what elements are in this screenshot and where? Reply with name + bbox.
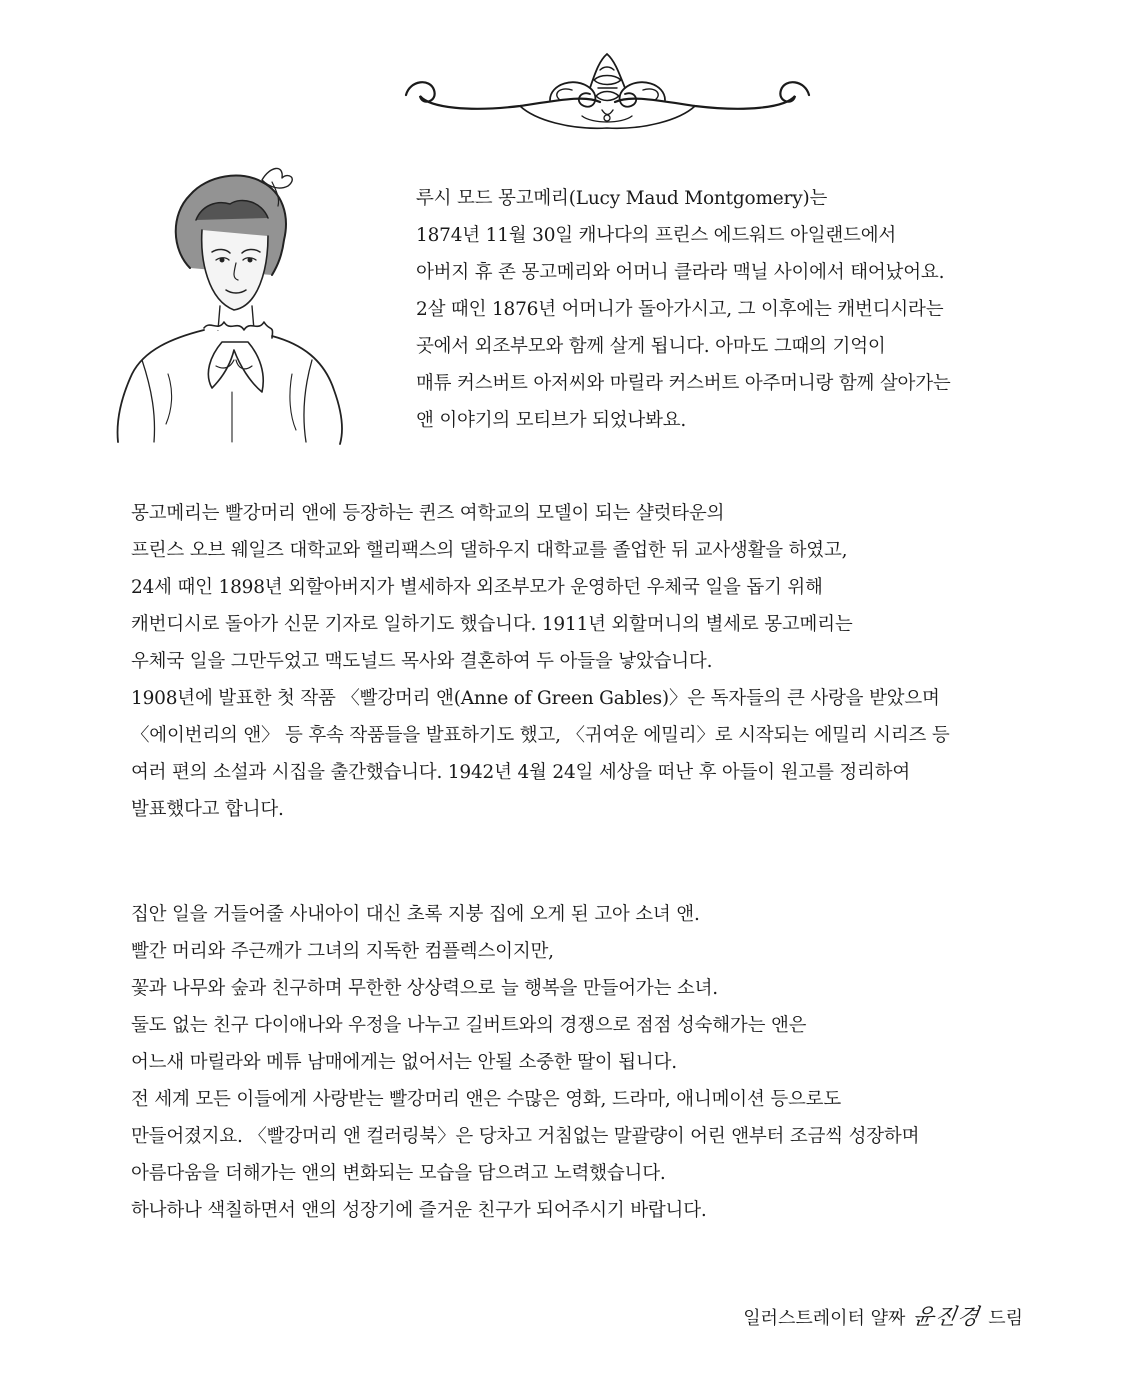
- biography-paragraph: [131, 495, 1031, 828]
- story-line: 집안 일을 거들어줄 사내아이 대신 초록 지붕 집에 오게 된 고아 소녀 앤.: [131, 904, 700, 925]
- signature-name: 윤진경: [911, 1305, 982, 1330]
- biography-line: 1908년에 발표한 첫 작품 〈빨강머리 앤(Anne of Green Gables)〉은 독자들의 큰 사랑을 받았으며: [131, 688, 940, 709]
- biography-line: 〈에이번리의 앤〉 등 후속 작품들을 발표하기도 했고, 〈귀여운 에밀리〉로 시작되는 에밀리 시리즈 등: [131, 725, 950, 746]
- signature: [743, 1300, 1023, 1331]
- portrait-illustration: [112, 160, 348, 445]
- story-line: 아름다움을 더해가는 앤의 변화되는 모습을 담으려고 노력했습니다.: [131, 1163, 666, 1184]
- biography-line: 24세 때인 1898년 외할아버지가 별세하자 외조부모가 운영하던 우체국 일을 돕기 위해: [131, 577, 823, 598]
- story-line: 빨간 머리와 주근깨가 그녀의 지독한 컴플렉스이지만,: [131, 941, 554, 962]
- intro-line: 2살 때인 1876년 어머니가 돌아가시고, 그 이후에는 캐번디시라는: [416, 299, 944, 320]
- biography-line: 몽고메리는 빨강머리 앤에 등장하는 퀸즈 여학교의 모델이 되는 샬럿타운의: [131, 503, 725, 524]
- intro-line: 루시 모드 몽고메리(Lucy Maud Montgomery)는: [416, 188, 828, 209]
- story-paragraph: [131, 896, 1031, 1229]
- intro-line: 아버지 휴 존 몽고메리와 어머니 클라라 맥닐 사이에서 태어났어요.: [416, 262, 945, 283]
- story-line: 만들어졌지요. 〈빨강머리 앤 컬러링북〉은 당차고 거침없는 말괄량이 어린 앤부터 조금씩 성장하며: [131, 1126, 920, 1147]
- story-line: 전 세계 모든 이들에게 사랑받는 빨강머리 앤은 수많은 영화, 드라마, 애니메이션 등으로도: [131, 1089, 842, 1110]
- story-line: 꽃과 나무와 숲과 친구하며 무한한 상상력으로 늘 행복을 만들어가는 소녀.: [131, 978, 718, 999]
- intro-line: 곳에서 외조부모와 함께 살게 됩니다. 아마도 그때의 기억이: [416, 336, 886, 357]
- signature-suffix: 드림: [988, 1308, 1023, 1329]
- intro-paragraph: [416, 180, 1036, 439]
- biography-line: 프린스 오브 웨일즈 대학교와 핼리팩스의 댈하우지 대학교를 졸업한 뒤 교사생활을 하였고,: [131, 540, 848, 561]
- signature-prefix: 일러스트레이터 얄짜: [743, 1308, 906, 1329]
- intro-line: 앤 이야기의 모티브가 되었나봐요.: [416, 410, 687, 431]
- intro-line: 매튜 커스버트 아저씨와 마릴라 커스버트 아주머니랑 함께 살아가는: [416, 373, 951, 394]
- biography-line: 캐번디시로 돌아가 신문 기자로 일하기도 했습니다. 1911년 외할머니의 별세로 몽고메리는: [131, 614, 853, 635]
- story-line: 어느새 마릴라와 메튜 남매에게는 없어서는 안될 소중한 딸이 됩니다.: [131, 1052, 677, 1073]
- biography-line: 발표했다고 합니다.: [131, 799, 284, 820]
- biography-line: 여러 편의 소설과 시집을 출간했습니다. 1942년 4월 24일 세상을 떠난 후 아들이 원고를 정리하여: [131, 762, 911, 783]
- decorative-flourish: [400, 40, 815, 132]
- biography-line: 우체국 일을 그만두었고 맥도널드 목사와 결혼하여 두 아들을 낳았습니다.: [131, 651, 713, 672]
- intro-line: 1874년 11월 30일 캐나다의 프린스 에드워드 아일랜드에서: [416, 225, 897, 246]
- story-line: 하나하나 색칠하면서 앤의 성장기에 즐거운 친구가 되어주시기 바랍니다.: [131, 1200, 707, 1221]
- story-line: 둘도 없는 친구 다이애나와 우정을 나누고 길버트와의 경쟁으로 점점 성숙해가는 앤은: [131, 1015, 807, 1036]
